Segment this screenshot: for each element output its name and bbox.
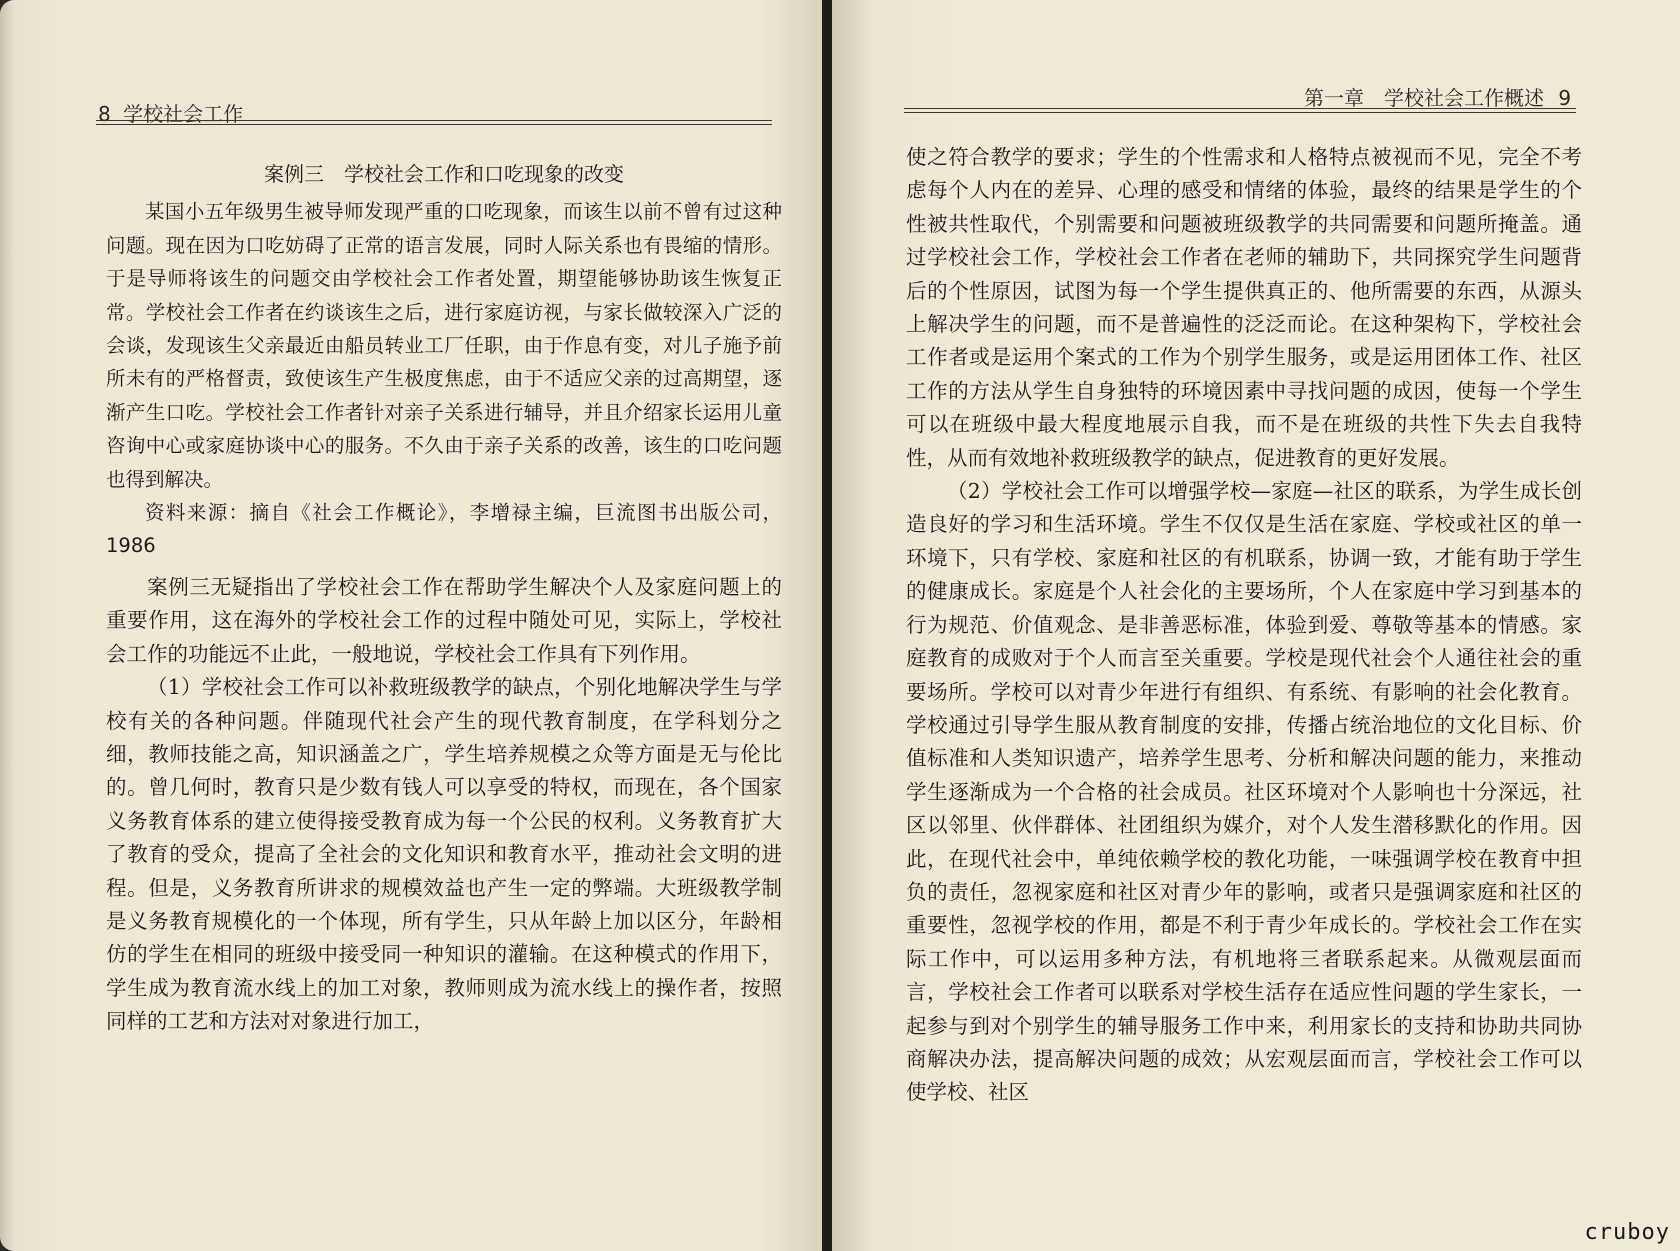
right-page-number: 9 — [1558, 86, 1572, 110]
left-running-title: 学校社会工作 — [123, 102, 244, 126]
case-title: 案例三 学校社会工作和口吃现象的改变 — [264, 162, 624, 186]
right-header-rule — [904, 108, 1576, 113]
body-paragraph: （1）学校社会工作可以补救班级教学的缺点，个别化地解决学生与学校有关的各种问题。伴随现代社会产生的现代教育制度，在学科划分之细，教师技能之高，知识涵盖之广，学生培养规模之众等方面是无与伦比的。曾几何时，教育只是少数有钱人可以享受的特权，而现在，各个国家义务教育体系的建立使得接受教育成为每一个公民的权利。义务教育扩大了教育的受众，提高了全社会的文化知识和教育水平，推动社会文明的进程。但是，义务教育所讲求的规模效益也产生一定的弊端。大班级教学制是义务教育规模化的一个体现，所有学生，只从年龄上加以区分，年龄相仿的学生在相同的班级中接受同一种知识的灌输。在这种模式的作用下，学生成为教育流水线上的加工对象，教师则成为流水线上的操作者，按照同样的工艺和方法对对象进行加工， — [106, 675, 782, 1034]
body-paragraph: （2）学校社会工作可以增强学校—家庭—社区的联系，为学生成长创造良好的学习和生活环境。学生不仅仅是生活在家庭、学校或社区的单一环境下，只有学校、家庭和社区的有机联系，协调一致，才能有助于学生的健康成长。家庭是个人社会化的主要场所，个人在家庭中学习到基本的行为规范、价值观念、是非善恶标准，体验到爱、尊敬等基本的情感。家庭教育的成败对于个人而言至关重要。学校是现代社会个人通往社会的重要场所。学校可以对青少年进行有组织、有系统、有影响的社会化教育。学校通过引导学生服从教育制度的安排，传播占统治地位的文化目标、价值标准和人类知识遗产，培养学生思考、分析和解决问题的能力，来推动学生逐渐成为一个合格的社会成员。社区环境对个人影响也十分深远，社区以邻里、伙伴群体、社团组织为媒介，对个人发生潜移默化的作用。因此，在现代社会中，单纯依赖学校的教化功能，一味强调学校在教育中担负的责任，忽视家庭和社区对青少年的影响，或者只是强调家庭和社区的重要性，忽视学校的作用，都是不利于青少年成长的。学校社会工作在实际工作中，可以运用多种方法，有机地将三者联系起来。从微观层面而言，学校社会工作者可以联系对学校生活存在适应性问题的学生家长，一起参与到对个别学生的辅导服务工作中来，利用家长的支持和协助共同协商解决办法，提高解决问题的成效；从宏观层面而言，学校社会工作可以使学校、社区 — [906, 479, 1582, 1105]
right-text-block — [906, 141, 1582, 1110]
left-page-number: 8 — [98, 102, 111, 126]
left-page — [0, 0, 826, 1251]
left-header-rule — [96, 120, 772, 125]
body-paragraph: 使之符合教学的要求；学生的个性需求和人格特点被视而不见，完全不考虑每个人内在的差异、心理的感受和情绪的体验，最终的结果是学生的个性被共性取代，个别需要和问题被班级教学的共同需要和问题所掩盖。通过学校社会工作，学校社会工作者在老师的辅助下，共同探究学生问题背后的个性原因，试图为每一个学生提供真正的、他所需要的东西，从源头上解决学生的问题，而不是普遍性的泛泛而论。在这种架构下，学校社会工作者或是运用个案式的工作为个别学生服务，或是运用团体工作、社区工作的方法从学生自身独特的环境因素中寻找问题的成因，使每一个学生可以在班级中最大程度地展示自我，而不是在班级的共性下失去自我特性，从而有效地补救班级教学的缺点，促进教育的更好发展。 — [906, 145, 1582, 470]
watermark-text: cruboy — [1584, 1220, 1670, 1245]
body-paragraph: 案例三无疑指出了学校社会工作在帮助学生解决个人及家庭问题上的重要作用，这在海外的学校社会工作的过程中随处可见，实际上，学校社会工作的功能远不止此，一般地说，学校社会工作具有下列作用。 — [106, 574, 782, 666]
case-source: 资料来源：摘自《社会工作概论》，李增禄主编，巨流图书出版公司，1986 — [106, 501, 782, 558]
right-page — [832, 0, 1680, 1251]
case-block — [106, 195, 782, 562]
chapter-title: 第一章 学校社会工作概述 — [1304, 86, 1544, 110]
right-page-header — [1304, 82, 1571, 111]
case-paragraph: 某国小五年级男生被导师发现严重的口吃现象，而该生以前不曾有过这种问题。现在因为口吃妨碍了正常的语言发展，同时人际关系也有畏缩的情形。于是导师将该生的问题交由学校社会工作者处置，期望能够协助该生恢复正常。学校社会工作者在约谈该生之后，进行家庭访视，与家长做较深入广泛的会谈，发现该生父亲最近由船员转业工厂任职，由于作息有变，对儿子施予前所未有的严格督责，致使该生产生极度焦虑，由于不适应父亲的过高期望，逐渐产生口吃。学校社会工作者针对亲子关系进行辅导，并且介绍家长运用儿童咨询中心或家庭协谈中心的服务。不久由于亲子关系的改善，该生的口吃问题也得到解决。 — [106, 200, 782, 491]
left-text-block — [106, 158, 782, 1039]
